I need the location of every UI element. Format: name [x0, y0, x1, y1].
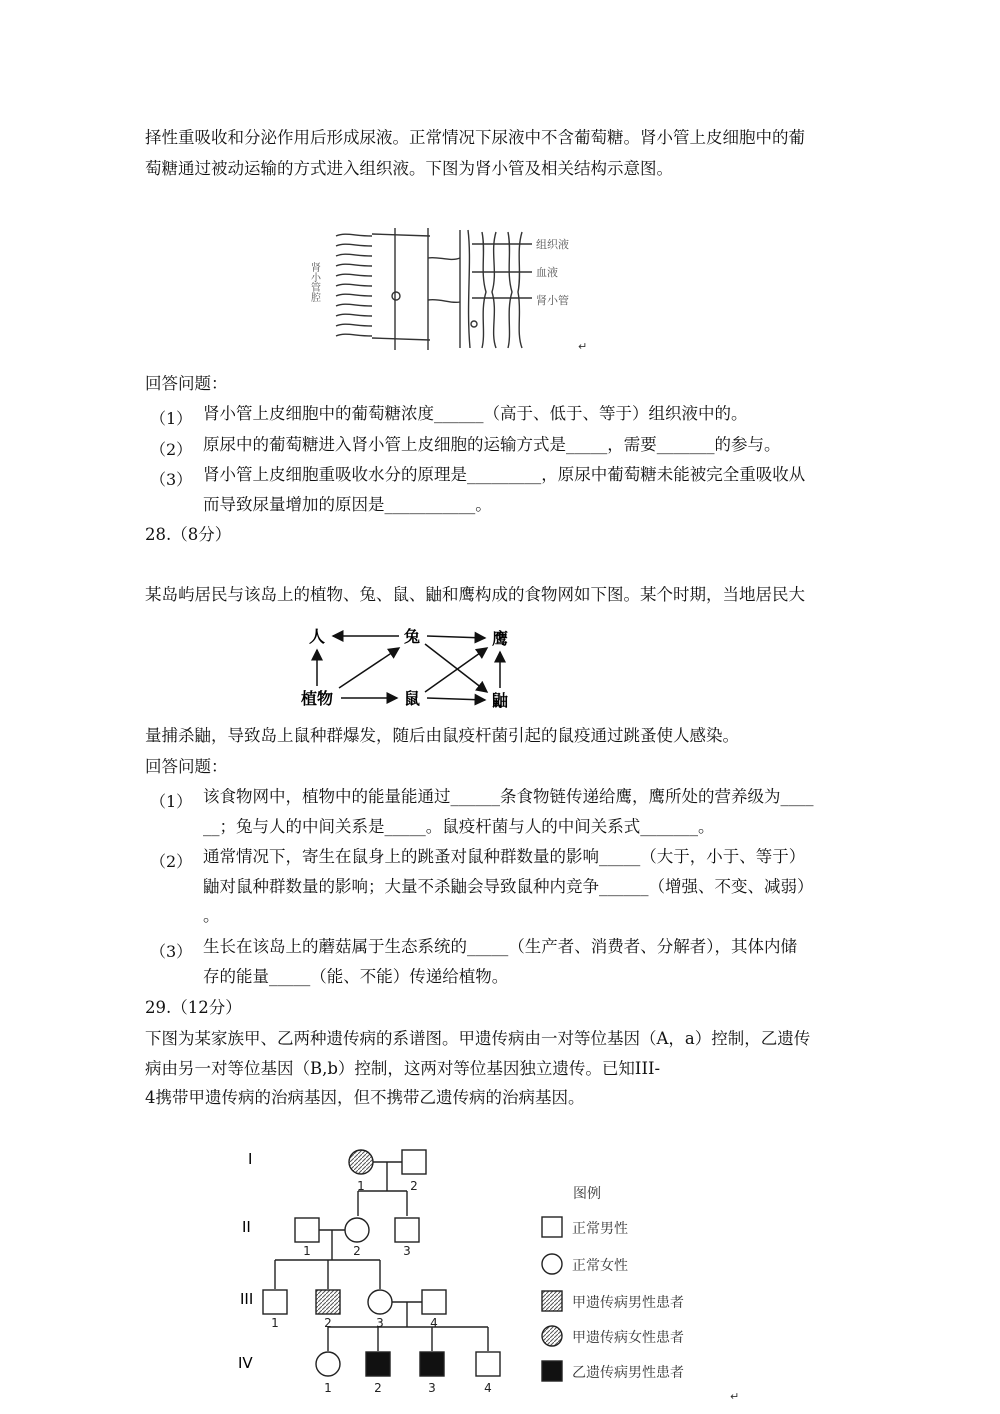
num-III-1: 1 [271, 1316, 279, 1330]
label-blood: 血液 [536, 266, 558, 279]
q28-text-1: 某岛屿居民与该岛上的植物、兔、鼠、鼬和鹰构成的食物网如下图。某个时期，当地居民大 [145, 585, 805, 604]
II-3-male-normal [395, 1218, 419, 1242]
intro-line-1: 择性重吸收和分泌作用后形成尿液。正常情况下尿液中不含葡萄糖。肾小管上皮细胞中的葡 [145, 128, 805, 147]
num-III-4: 4 [430, 1316, 438, 1330]
q28-answer-header: 回答问题： [145, 757, 228, 776]
return-mark: ↵ [578, 340, 588, 353]
legend-symbol-a-male [542, 1291, 562, 1311]
q28-item-1-text: 该食物网中，植物中的能量能通过______条食物链传递给鹰，鹰所处的营养级为____ [203, 787, 814, 806]
II-1-male-normal [295, 1218, 319, 1242]
I-1-female-affected-a [349, 1150, 373, 1174]
legend-symbol-normal-male [542, 1217, 562, 1237]
num-II-1: 1 [303, 1244, 311, 1258]
num-II-3: 3 [403, 1244, 411, 1258]
arrow-mouse-weasel [427, 698, 485, 700]
III-2-male-affected-a [316, 1290, 340, 1314]
legend-label-b-male: 乙遗传病男性患者 [572, 1365, 684, 1381]
q27-item-1-text: 肾小管上皮细胞中的葡萄糖浓度______（高于、低于、等于）组织液中的。 [203, 404, 748, 423]
q28-item-2-text: 通常情况下，寄生在鼠身上的跳蚤对鼠种群数量的影响_____（大于，小于、等于） [203, 847, 806, 866]
q27-item-2-num: （2） [150, 440, 193, 459]
q27-item-3-num: （3） [150, 470, 193, 489]
legend-label-a-female: 甲遗传病女性患者 [572, 1330, 684, 1346]
num-IV-2: 2 [374, 1381, 382, 1395]
legend-label-normal-female: 正常女性 [572, 1258, 628, 1274]
legend-title: 图例 [573, 1186, 601, 1202]
legend-symbol-normal-female [542, 1254, 562, 1274]
legend-label-a-male: 甲遗传病男性患者 [572, 1295, 684, 1311]
num-IV-4: 4 [484, 1381, 492, 1395]
II-2-female-normal [345, 1218, 369, 1242]
arrow-rabbit-eagle [427, 636, 485, 638]
III-4-male-normal [422, 1290, 446, 1314]
num-I-1: 1 [357, 1179, 365, 1193]
q28-item-1-text-2: __；兔与人的中间关系是_____。鼠疫杆菌与人的中间关系式_______。 [203, 817, 715, 836]
q27-item-1-num: （1） [150, 409, 193, 428]
q29-text-3: 4携带甲遗传病的治病基因，但不携带乙遗传病的治病基因。 [145, 1088, 585, 1107]
node-rabbit: 兔 [403, 627, 421, 646]
gen-label-IV: IV [238, 1354, 253, 1372]
arrow-plant-rabbit [339, 648, 399, 688]
label-tissue-fluid: 组织液 [536, 238, 569, 251]
node-plant: 植物 [300, 689, 334, 708]
node-eagle: 鹰 [491, 629, 509, 648]
q28-text-2: 量捕杀鼬，导致岛上鼠种群爆发，随后由鼠疫杆菌引起的鼠疫通过跳蚤使人感染。 [145, 726, 739, 745]
q27-answer-header: 回答问题： [145, 374, 228, 393]
kidney-tubule-figure [300, 222, 600, 354]
num-III-3: 3 [376, 1316, 384, 1330]
node-mouse: 鼠 [403, 689, 421, 708]
legend-label-normal-male: 正常男性 [572, 1221, 628, 1237]
q29-text-1: 下图为某家族甲、乙两种遗传病的系谱图。甲遗传病由一对等位基因（A，a）控制，乙遗传 [145, 1029, 811, 1048]
q27-item-3-text-2: 而导致尿量增加的原因是___________。 [203, 495, 492, 514]
node-weasel: 鼬 [491, 691, 509, 710]
pedigree-return-mark: ↵ [730, 1390, 740, 1403]
q28-item-3-num: （3） [150, 942, 193, 961]
kidney-left-label: 肾小管腔 [308, 262, 320, 302]
q28-heading: 28.（8分） [145, 525, 232, 544]
num-IV-1: 1 [324, 1381, 332, 1395]
num-I-2: 2 [410, 1179, 418, 1193]
num-II-2: 2 [353, 1244, 361, 1258]
III-3-female-normal [368, 1290, 392, 1314]
gen-label-I: I [248, 1150, 253, 1168]
gen-label-III: III [240, 1290, 254, 1308]
q29-heading: 29.（12分） [145, 998, 242, 1017]
q28-item-1-num: （1） [150, 792, 193, 811]
label-capillary: 肾小管 [536, 294, 569, 307]
node-human: 人 [308, 627, 326, 646]
IV-4-male-normal [476, 1352, 500, 1376]
q29-text-2: 病由另一对等位基因（B,b）控制，这两对等位基因独立遗传。已知III- [145, 1059, 661, 1078]
food-web-figure [295, 622, 525, 714]
I-2-male-normal [402, 1150, 426, 1174]
intro-line-2: 萄糖通过被动运输的方式进入组织液。下图为肾小管及相关结构示意图。 [145, 159, 673, 178]
IV-3-male-affected-b [420, 1352, 444, 1376]
legend-symbol-b-male [542, 1361, 562, 1381]
q28-item-3-text: 生长在该岛上的蘑菇属于生态系统的_____（生产者、消费者、分解者），其体内储 [203, 937, 797, 956]
q28-item-2-text-3: 。 [203, 906, 220, 925]
III-1-male-normal [263, 1290, 287, 1314]
q27-item-2-text: 原尿中的葡萄糖进入肾小管上皮细胞的运输方式是_____，需要_______的参与。 [203, 435, 781, 454]
num-III-2: 2 [324, 1316, 332, 1330]
legend-symbol-a-female [542, 1326, 562, 1346]
gen-label-II: II [242, 1218, 251, 1236]
q28-item-3-text-2: 存的能量_____（能、不能）传递给植物。 [203, 967, 509, 986]
q27-item-3-text: 肾小管上皮细胞重吸收水分的原理是_________，原尿中葡萄糖未能被完全重吸收从 [203, 465, 806, 484]
q28-item-2-text-2: 鼬对鼠种群数量的影响；大量不杀鼬会导致鼠种内竞争______（增强、不变、减弱） [203, 877, 814, 896]
IV-1-female-normal [316, 1352, 340, 1376]
q28-item-2-num: （2） [150, 852, 193, 871]
IV-2-male-affected-b [366, 1352, 390, 1376]
pedigree-figure [230, 1138, 750, 1404]
num-IV-3: 3 [428, 1381, 436, 1395]
